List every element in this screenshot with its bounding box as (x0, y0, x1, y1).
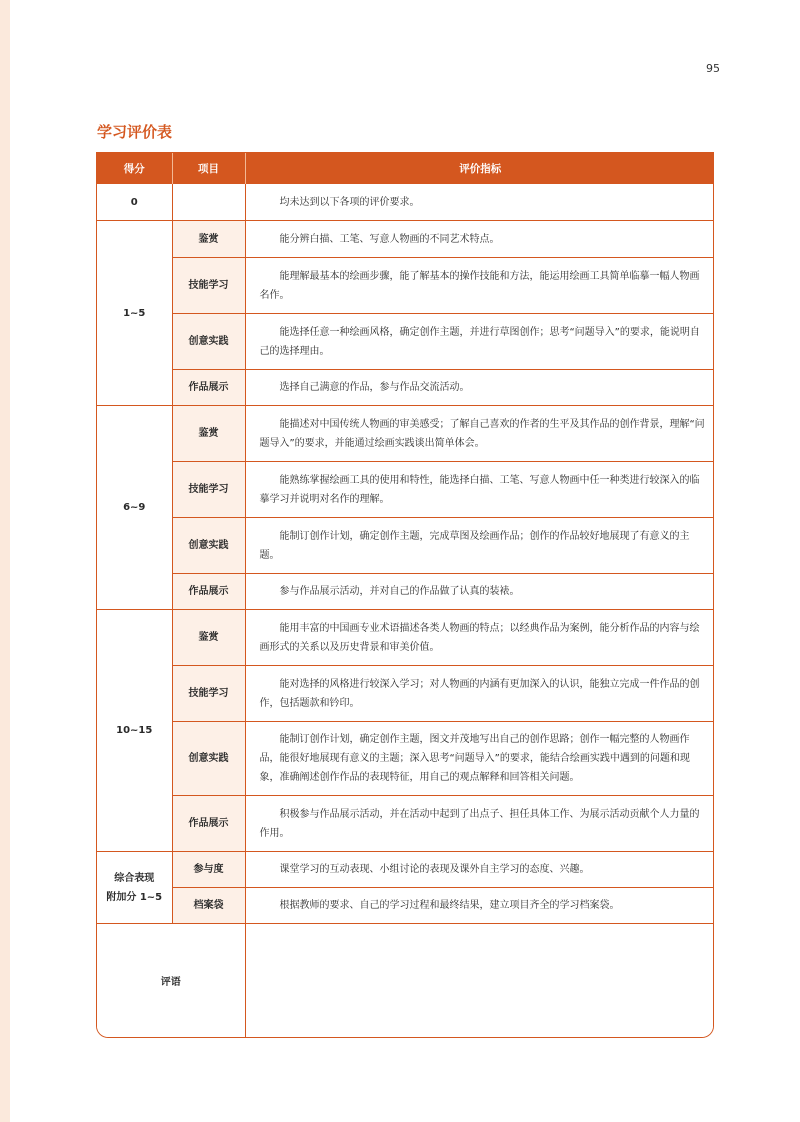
table-header-row (97, 153, 714, 184)
table-row (97, 888, 714, 924)
item-cell-empty (172, 184, 245, 221)
criteria-cell: 均未达到以下各项的评价要求。 (245, 184, 714, 221)
bonus-score-line2: 附加分 1~5 (106, 891, 163, 903)
table-row (97, 258, 714, 314)
criteria-cell: 能制订创作计划，确定创作主题，完成草图及绘画作品；创作的作品较好地展现了有意义的主题。 (245, 518, 714, 574)
criteria-cell: 能熟练掌握绘画工具的使用和特性，能选择白描、工笔、写意人物画中任一种类进行较深入的临摹学习并说明对名作的理解。 (245, 462, 714, 518)
table-row (97, 221, 714, 258)
item-cell: 创意实践 (172, 518, 245, 574)
item-cell: 创意实践 (172, 314, 245, 370)
item-cell: 技能学习 (172, 462, 245, 518)
comment-area[interactable] (245, 924, 714, 1039)
item-cell: 创意实践 (172, 722, 245, 796)
table-row (97, 184, 714, 221)
table-row (97, 462, 714, 518)
evaluation-table (97, 153, 714, 1038)
item-cell: 作品展示 (172, 370, 245, 406)
table-row (97, 406, 714, 462)
page-number: 95 (706, 62, 720, 75)
table-row (97, 610, 714, 666)
section-title: 学习评价表 (97, 123, 173, 141)
header-score: 得分 (97, 153, 172, 184)
item-cell: 档案袋 (172, 888, 245, 924)
item-cell: 技能学习 (172, 666, 245, 722)
item-cell: 鉴赏 (172, 610, 245, 666)
criteria-cell: 能分辨白描、工笔、写意人物画的不同艺术特点。 (245, 221, 714, 258)
score-cell: 6~9 (97, 406, 172, 610)
criteria-cell: 能对选择的风格进行较深入学习；对人物画的内涵有更加深入的认识，能独立完成一件作品的创作，包括题款和钤印。 (245, 666, 714, 722)
table-row (97, 722, 714, 796)
criteria-cell: 选择自己满意的作品，参与作品交流活动。 (245, 370, 714, 406)
criteria-cell: 根据教师的要求、自己的学习过程和最终结果，建立项目齐全的学习档案袋。 (245, 888, 714, 924)
item-cell: 参与度 (172, 852, 245, 888)
table-row (97, 574, 714, 610)
criteria-cell: 能选择任意一种绘画风格，确定创作主题，并进行草图创作；思考“问题导入”的要求，能说明自己的选择理由。 (245, 314, 714, 370)
comment-label: 评语 (97, 924, 245, 1039)
header-item: 项目 (172, 153, 245, 184)
table-row (97, 518, 714, 574)
criteria-cell: 能理解最基本的绘画步骤，能了解基本的操作技能和方法，能运用绘画工具简单临摹一幅人物画名作。 (245, 258, 714, 314)
criteria-cell: 能描述对中国传统人物画的审美感受；了解自己喜欢的作者的生平及其作品的创作背景，理解“问题导入”的要求，并能通过绘画实践谈出简单体会。 (245, 406, 714, 462)
table-row (97, 314, 714, 370)
bonus-score-cell (97, 852, 172, 924)
score-cell: 10~15 (97, 610, 172, 852)
table-row (97, 796, 714, 852)
item-cell: 鉴赏 (172, 221, 245, 258)
header-criteria: 评价指标 (245, 153, 714, 184)
criteria-cell: 课堂学习的互动表现、小组讨论的表现及课外自主学习的态度、兴趣。 (245, 852, 714, 888)
score-cell: 0 (97, 184, 172, 221)
item-cell: 作品展示 (172, 796, 245, 852)
bonus-score-line1: 综合表现 (114, 872, 155, 884)
criteria-cell: 参与作品展示活动，并对自己的作品做了认真的装裱。 (245, 574, 714, 610)
table-row (97, 852, 714, 888)
table-row (97, 666, 714, 722)
criteria-cell: 能制订创作计划，确定创作主题，图文并茂地写出自己的创作思路；创作一幅完整的人物画作品，能很好地展现有意义的主题；深入思考“问题导入”的要求，能结合绘画实践中遇到的问题和现象，准确阐述创作作品的表现特征，用自己的观点解释和回答相关问题。 (245, 722, 714, 796)
evaluation-table-frame (96, 152, 714, 1038)
item-cell: 作品展示 (172, 574, 245, 610)
comment-row (97, 924, 714, 1039)
item-cell: 鉴赏 (172, 406, 245, 462)
item-cell: 技能学习 (172, 258, 245, 314)
score-cell: 1~5 (97, 221, 172, 406)
criteria-cell: 积极参与作品展示活动，并在活动中起到了出点子、担任具体工作、为展示活动贡献个人力量的作用。 (245, 796, 714, 852)
page-edge-strip (0, 0, 10, 1122)
criteria-cell: 能用丰富的中国画专业术语描述各类人物画的特点；以经典作品为案例，能分析作品的内容与绘画形式的关系以及历史背景和审美价值。 (245, 610, 714, 666)
table-row (97, 370, 714, 406)
